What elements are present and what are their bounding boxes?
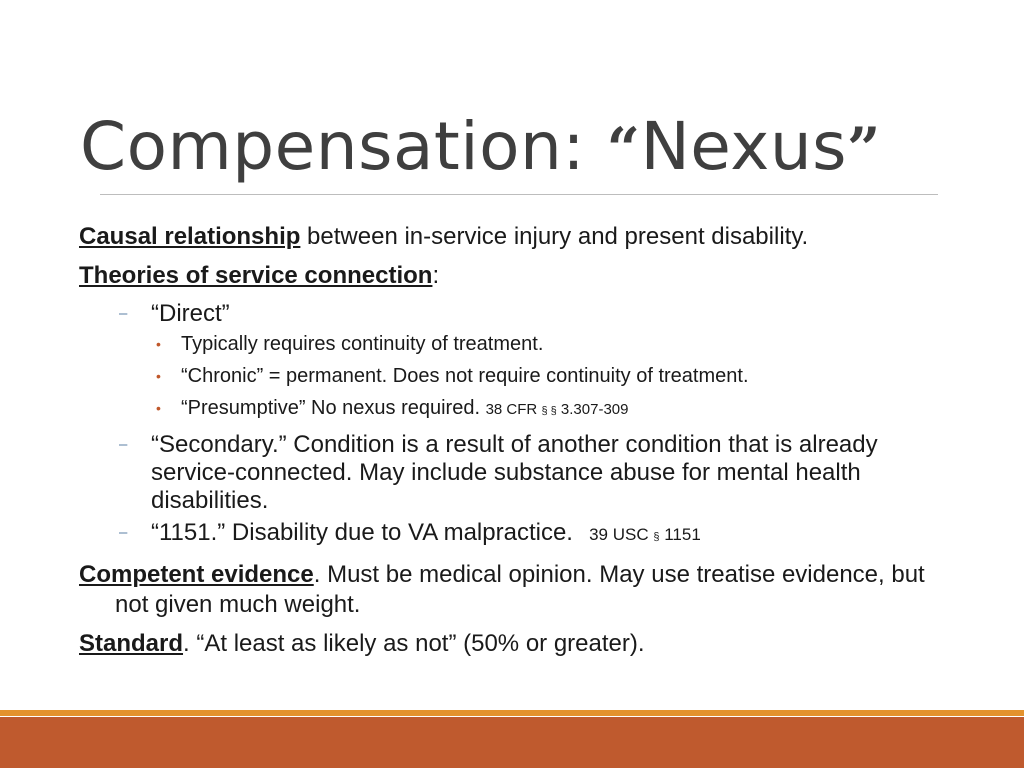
title-divider xyxy=(100,194,938,195)
text-theories: : xyxy=(432,262,440,289)
term-causal: Causal relationship xyxy=(79,223,301,250)
sub-sub-bullet xyxy=(79,332,959,356)
sub-bullet-direct xyxy=(79,300,959,328)
title-quote-open: “ xyxy=(606,115,641,183)
direct-item-3: “Presumptive” No nexus required. xyxy=(181,397,481,419)
cite-usc-suffix: 1151 xyxy=(664,525,701,544)
cite-cfr-suffix: 3.307-309 xyxy=(560,401,629,418)
direct-item-2: “Chronic” = permanent. Does not require continuity of treatment. xyxy=(181,365,749,387)
label-direct: “Direct” xyxy=(151,300,230,327)
dot-bullet-icon: • xyxy=(156,400,161,416)
bullet-causal xyxy=(79,222,959,252)
dash-bullet-icon: – xyxy=(119,436,128,453)
cite-usc-section-symbol: § xyxy=(653,531,660,543)
slide-body xyxy=(79,222,959,668)
bullet-theories xyxy=(79,261,959,291)
citation-usc xyxy=(580,525,701,544)
text-1151: “1151.” Disability due to VA malpractice. xyxy=(151,519,573,546)
footer-bar xyxy=(0,717,1024,768)
dot-bullet-icon: • xyxy=(156,368,161,384)
text-causal: between in-service injury and present disability. xyxy=(300,223,809,250)
term-standard: Standard xyxy=(79,630,184,657)
slide-title xyxy=(80,108,881,185)
direct-item-1: Typically requires continuity of treatment. xyxy=(181,333,544,355)
dash-bullet-icon: – xyxy=(119,524,128,541)
dot-bullet-icon: • xyxy=(156,336,161,352)
text-competent: . Must be medical opinion. May use treatise evidence, but not given much weight. xyxy=(115,561,925,618)
cite-usc-prefix: 39 USC xyxy=(589,525,649,544)
title-quote-close: ” xyxy=(847,115,881,183)
bullet-standard xyxy=(79,629,959,659)
sub-bullet-secondary xyxy=(79,431,959,515)
sub-bullet-1151 xyxy=(79,519,959,551)
title-word: Nexus xyxy=(640,108,848,185)
cite-cfr-section-symbol: § § xyxy=(541,405,557,417)
footer-accent-stripe xyxy=(0,710,1024,716)
title-text: Compensation: xyxy=(80,108,607,185)
term-theories: Theories of service connection xyxy=(79,262,433,289)
sub-sub-bullet xyxy=(79,396,959,423)
text-standard: . “At least as likely as not” (50% or greater). xyxy=(183,630,645,657)
text-secondary: “Secondary.” Condition is a result of another condition that is already service-connected. May include substance abuse for mental health disabilities. xyxy=(151,431,878,514)
cite-cfr-prefix: 38 CFR xyxy=(485,401,538,418)
dash-bullet-icon: – xyxy=(119,305,128,322)
bullet-competent xyxy=(79,560,959,620)
citation-cfr xyxy=(486,401,629,418)
term-competent: Competent evidence xyxy=(79,561,314,588)
sub-sub-bullet xyxy=(79,364,959,388)
